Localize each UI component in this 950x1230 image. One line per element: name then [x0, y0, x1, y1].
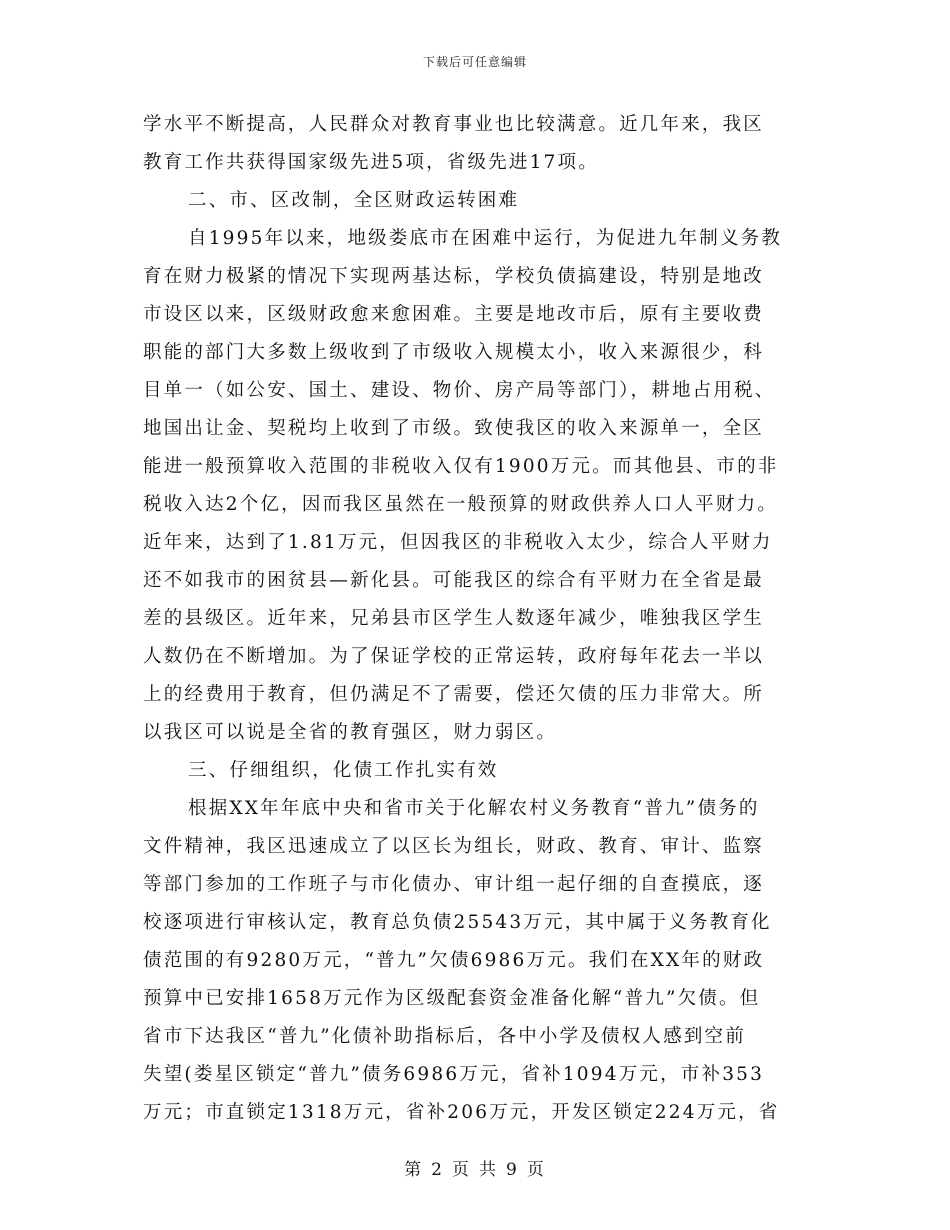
page-label-mid: 页 — [452, 1160, 471, 1180]
text-line: 债范围的有9280万元，“普九”欠债6986万元。我们在XX年的财政 — [143, 950, 765, 971]
text-line: 教育工作共获得国家级先进5项，省级先进17项。 — [143, 152, 599, 173]
text-line: 能进一般预算收入范围的非税收入仅有1900万元。而其他县、市的非 — [143, 456, 779, 477]
text-line: 等部门参加的工作班子与市化债办、审计组一起仔细的自查摸底，逐 — [143, 874, 765, 895]
page-header: 下载后可任意编辑 — [422, 55, 527, 69]
total-pages-number: 9 — [506, 1160, 519, 1180]
paragraph-start: 自1995年以来，地级娄底市在困难中运行，为促进九年制义务教 — [188, 228, 783, 249]
document-body — [143, 106, 807, 1132]
text-line: 差的县级区。近年来，兄弟县市区学生人数逐年减少，唯独我区学生 — [143, 608, 765, 629]
text-line: 学水平不断提高，人民群众对教育事业也比较满意。近几年来，我区 — [143, 114, 765, 135]
page-label-suffix: 页 — [526, 1160, 546, 1180]
text-line: 还不如我市的困贫县—新化县。可能我区的综合有平财力在全省是最 — [143, 570, 765, 591]
text-line: 人数仍在不断增加。为了保证学校的正常运转，政府每年花去一半以 — [143, 646, 765, 667]
section-heading: 三、仔细组织，化债工作扎实有效 — [188, 760, 499, 781]
total-label: 共 — [479, 1160, 498, 1180]
text-line: 上的经费用于教育，但仍满足不了需要，偿还欠债的压力非常大。所 — [143, 684, 765, 705]
text-line: 失望(娄星区锁定“普九”债务6986万元，省补1094万元，市补353 — [143, 1064, 765, 1085]
text-line: 税收入达2个亿，因而我区虽然在一般预算的财政供养人口人平财力。 — [143, 494, 778, 515]
section-heading: 二、市、区改制，全区财政运转困难 — [188, 190, 520, 211]
text-line: 市设区以来，区级财政愈来愈困难。主要是地改市后，原有主要收费 — [143, 304, 765, 325]
page-footer — [0, 1155, 950, 1180]
text-line: 地国出让金、契税均上收到了市级。致使我区的收入来源单一，全区 — [143, 418, 765, 439]
page-label-prefix: 第 — [404, 1160, 424, 1180]
text-line: 万元；市直锁定1318万元，省补206万元，开发区锁定224万元，省 — [143, 1102, 780, 1123]
text-line: 预算中已安排1658万元作为区级配套资金准备化解“普九”欠债。但 — [143, 988, 761, 1009]
text-line: 以我区可以说是全省的教育强区，财力弱区。 — [143, 722, 558, 743]
text-line: 职能的部门大多数上级收到了市级收入规模太小，收入来源很少，科 — [143, 342, 765, 363]
text-line: 近年来，达到了1.81万元，但因我区的非税收入太少，综合人平财力 — [143, 532, 773, 553]
paragraph-start: 根据XX年年底中央和省市关于化解农村义务教育“普九”债务的 — [188, 798, 760, 819]
text-line: 育在财力极紧的情况下实现两基达标，学校负债搞建设，特别是地改 — [143, 266, 765, 287]
current-page-number: 2 — [431, 1160, 444, 1180]
text-line: 目单一（如公安、国土、建设、物价、房产局等部门），耕地占用税、 — [143, 380, 776, 401]
text-line: 省市下达我区“普九”化债补助指标后，各中小学及债权人感到空前 — [143, 1026, 746, 1047]
text-line: 文件精神，我区迅速成立了以区长为组长，财政、教育、审计、监察 — [143, 836, 765, 857]
text-line: 校逐项进行审核认定，教育总负债25543万元，其中属于义务教育化 — [143, 912, 772, 933]
